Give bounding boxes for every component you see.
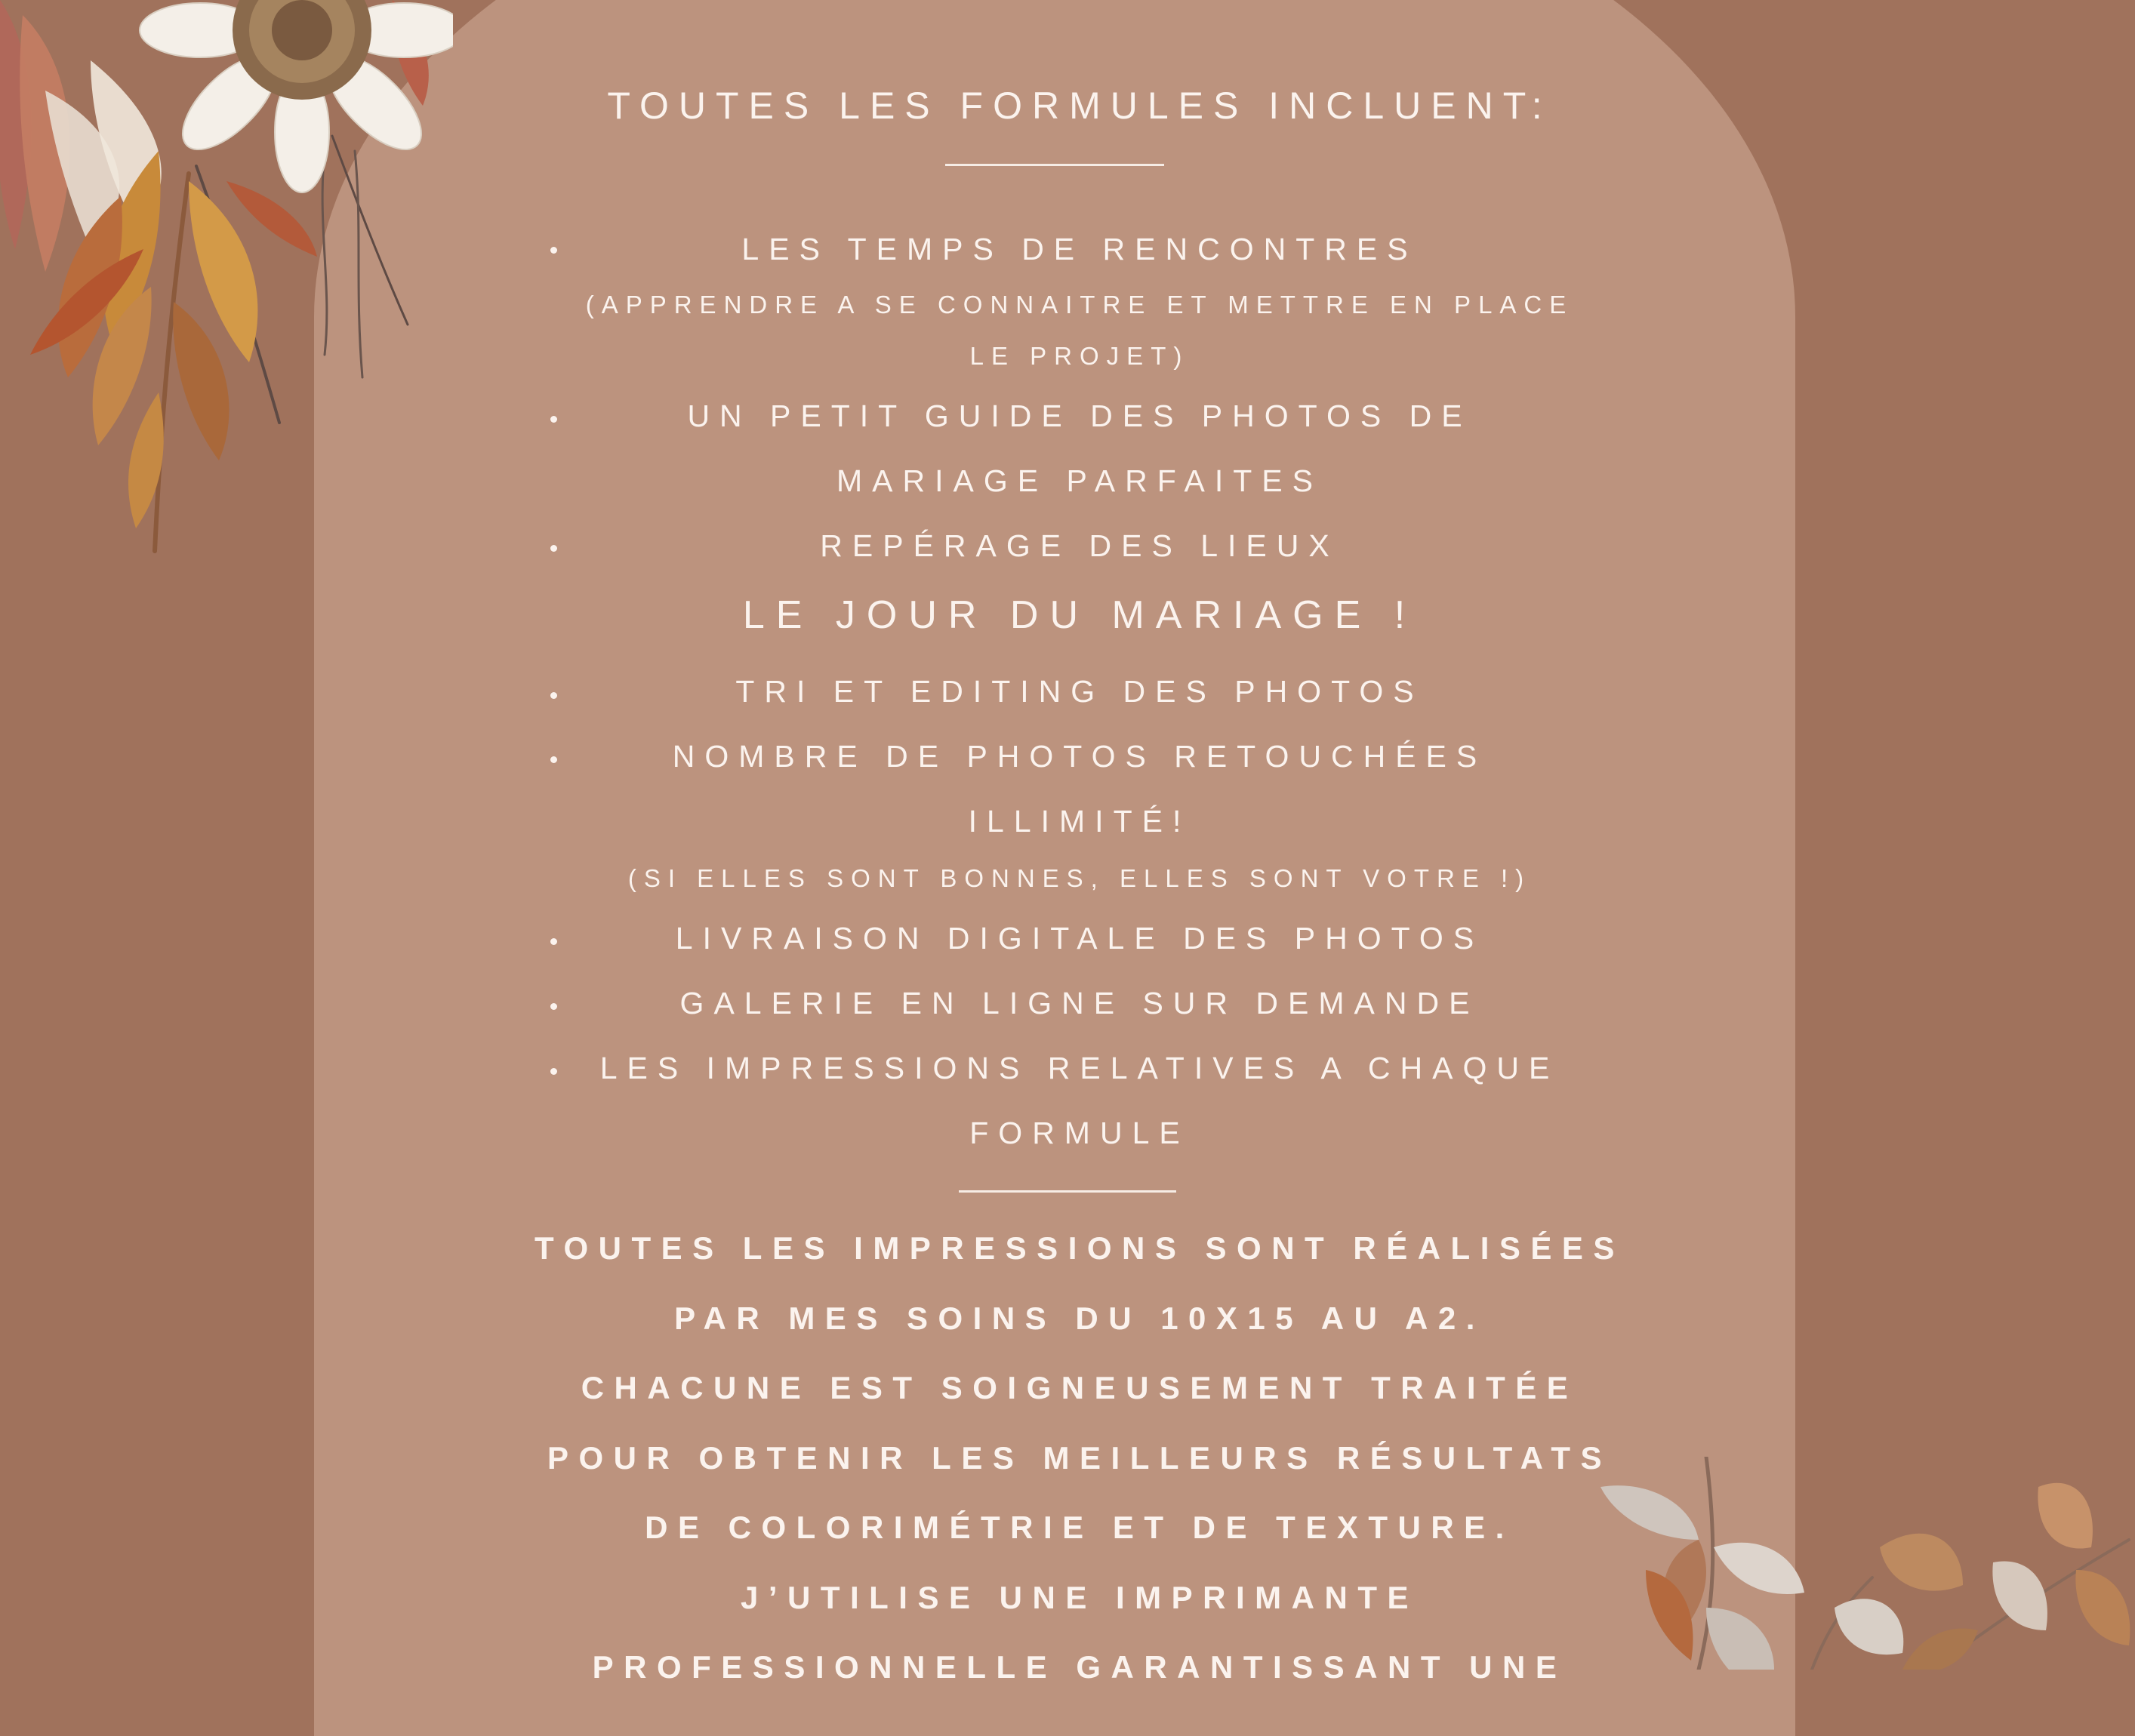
list-item-note: (APPRENDRE A SE CONNAITRE ET METTRE EN PLACE [585, 291, 1574, 319]
list-item-galerie: GALERIE EN LIGNE SUR DEMANDE [679, 986, 1480, 1020]
list-item-retouchees: NOMBRE DE PHOTOS RETOUCHÉES [672, 739, 1487, 774]
list-item-impressions-cont: FORMULE [969, 1116, 1190, 1150]
list-item-guide-cont: MARIAGE PARFAITES [836, 463, 1323, 498]
wedding-day-title: LE JOUR DU MARIAGE ! [742, 593, 1417, 637]
list-item-retouchees-cont: ILLIMITÉ! [968, 804, 1191, 839]
list-item-livraison: LIVRAISON DIGITALE DES PHOTOS [675, 921, 1484, 956]
list-item-rencontres: LES TEMPS DE RENCONTRES [741, 232, 1418, 266]
list-item-reperage: REPÉRAGE DES LIEUX [820, 528, 1339, 563]
print-paragraph-line: CHACUNE EST SOIGNEUSEMENT TRAITÉE [581, 1370, 1579, 1405]
divider [959, 1190, 1176, 1193]
list-item-note: LE PROJET) [969, 342, 1190, 370]
print-paragraph-line: DE COLORIMÉTRIE ET DE TEXTURE. [645, 1510, 1514, 1545]
print-paragraph-line: J’UTILISE UNE IMPRIMANTE [740, 1580, 1419, 1615]
divider [945, 164, 1164, 166]
list-item-impressions: LES IMPRESSIONS RELATIVES A CHAQUE [599, 1051, 1560, 1085]
print-paragraph-line: POUR OBTENIR LES MEILLEURS RÉSULTATS [547, 1440, 1613, 1476]
list-item-tri: TRI ET EDITING DES PHOTOS [735, 674, 1424, 709]
print-paragraph-line: TOUTES LES IMPRESSIONS SONT RÉALISÉES [535, 1230, 1625, 1266]
page-heading: TOUTES LES FORMULES INCLUENT: [607, 85, 1552, 127]
print-paragraph-line: PROFESSIONNELLE GARANTISSANT UNE [592, 1649, 1567, 1685]
list-item-guide: UN PETIT GUIDE DES PHOTOS DE [687, 399, 1472, 433]
print-paragraph-line: PAR MES SOINS DU 10X15 AU A2. [674, 1300, 1485, 1336]
list-item-note: (SI ELLES SONT BONNES, ELLES SONT VOTRE !) [627, 864, 1532, 892]
